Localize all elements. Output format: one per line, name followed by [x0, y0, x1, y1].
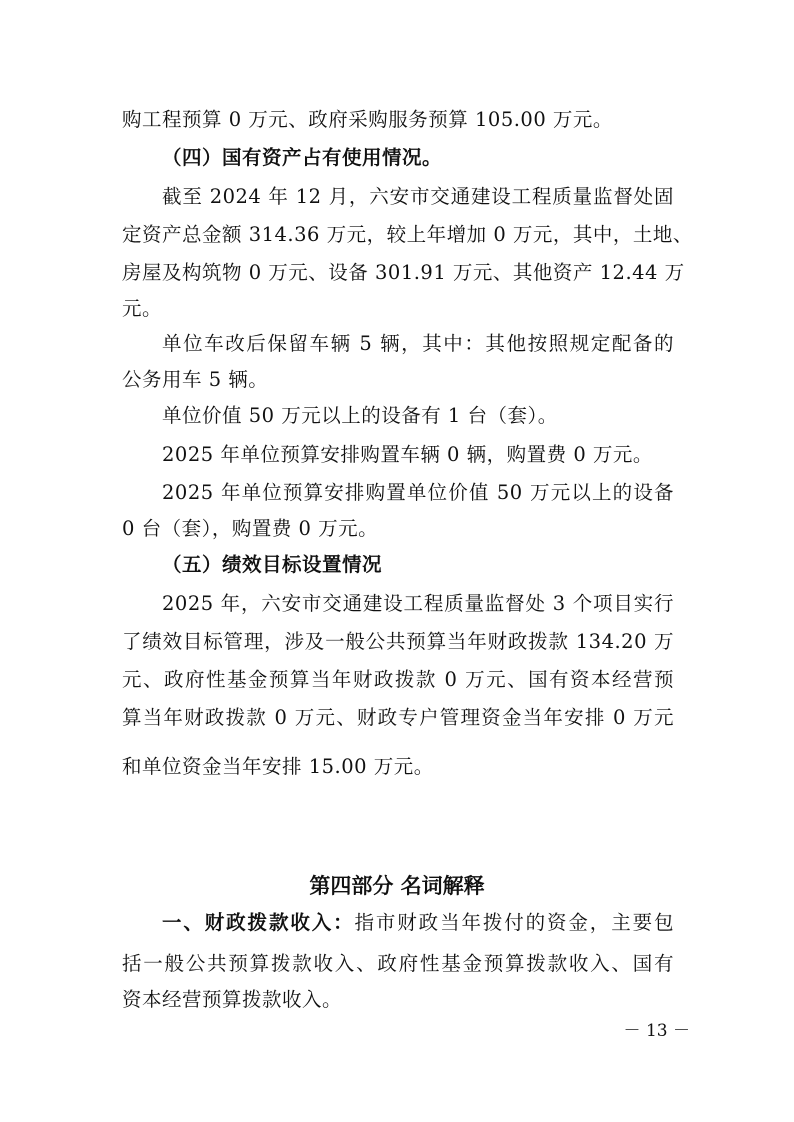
- paragraph-line: 2025 年，六安市交通建设工程质量监督处 3 个项目实行: [162, 592, 674, 615]
- section-heading-performance: （五）绩效目标设置情况: [162, 553, 383, 576]
- paragraph-line: 资本经营预算拨款收入。: [122, 988, 343, 1011]
- paragraph-line: 和单位资金当年安排 15.00 万元。: [122, 755, 434, 778]
- paragraph-line: 算当年财政拨款 0 万元、财政专户管理资金当年安排 0 万元: [122, 706, 674, 729]
- definition-term: 一、财政拨款收入：: [162, 911, 355, 934]
- page-number: － 13 －: [623, 1021, 690, 1041]
- paragraph-line: 单位价值 50 万元以上的设备有 1 台（套）。: [162, 404, 558, 427]
- paragraph-line: 元。: [122, 297, 163, 320]
- paragraph-line: 房屋及构筑物 0 万元、设备 301.91 万元、其他资产 12.44 万: [122, 261, 685, 284]
- paragraph-line: 单位车改后保留车辆 5 辆，其中：其他按照规定配备的: [162, 332, 674, 355]
- part-title: 第四部分 名词解释: [309, 874, 485, 898]
- paragraph-line: 括一般公共预算拨款收入、政府性基金预算拨款收入、国有: [122, 952, 674, 975]
- paragraph-line: 2025 年单位预算安排购置车辆 0 辆，购置费 0 万元。: [162, 443, 653, 466]
- definition-text: 指市财政当年拨付的资金，主要包: [354, 911, 674, 934]
- paragraph-line: 0 台（套），购置费 0 万元。: [122, 517, 379, 540]
- paragraph-line: 了绩效目标管理，涉及一般公共预算当年财政拨款 134.20 万: [122, 630, 674, 653]
- section-heading-assets: （四）国有资产占有使用情况。: [162, 146, 443, 169]
- paragraph-line: 截至 2024 年 12 月，六安市交通建设工程质量监督处固: [162, 185, 674, 208]
- definition-line: [162, 911, 674, 935]
- paragraph-line: 元、政府性基金预算当年财政拨款 0 万元、国有资本经营预: [122, 668, 674, 691]
- paragraph-line: 购工程预算 0 万元、政府采购服务预算 105.00 万元。: [122, 108, 613, 131]
- paragraph-line: 公务用车 5 辆。: [122, 368, 269, 391]
- paragraph-line: 2025 年单位预算安排购置单位价值 50 万元以上的设备: [162, 481, 674, 504]
- paragraph-line: 定资产总金额 314.36 万元，较上年增加 0 万元，其中，土地、: [122, 223, 693, 246]
